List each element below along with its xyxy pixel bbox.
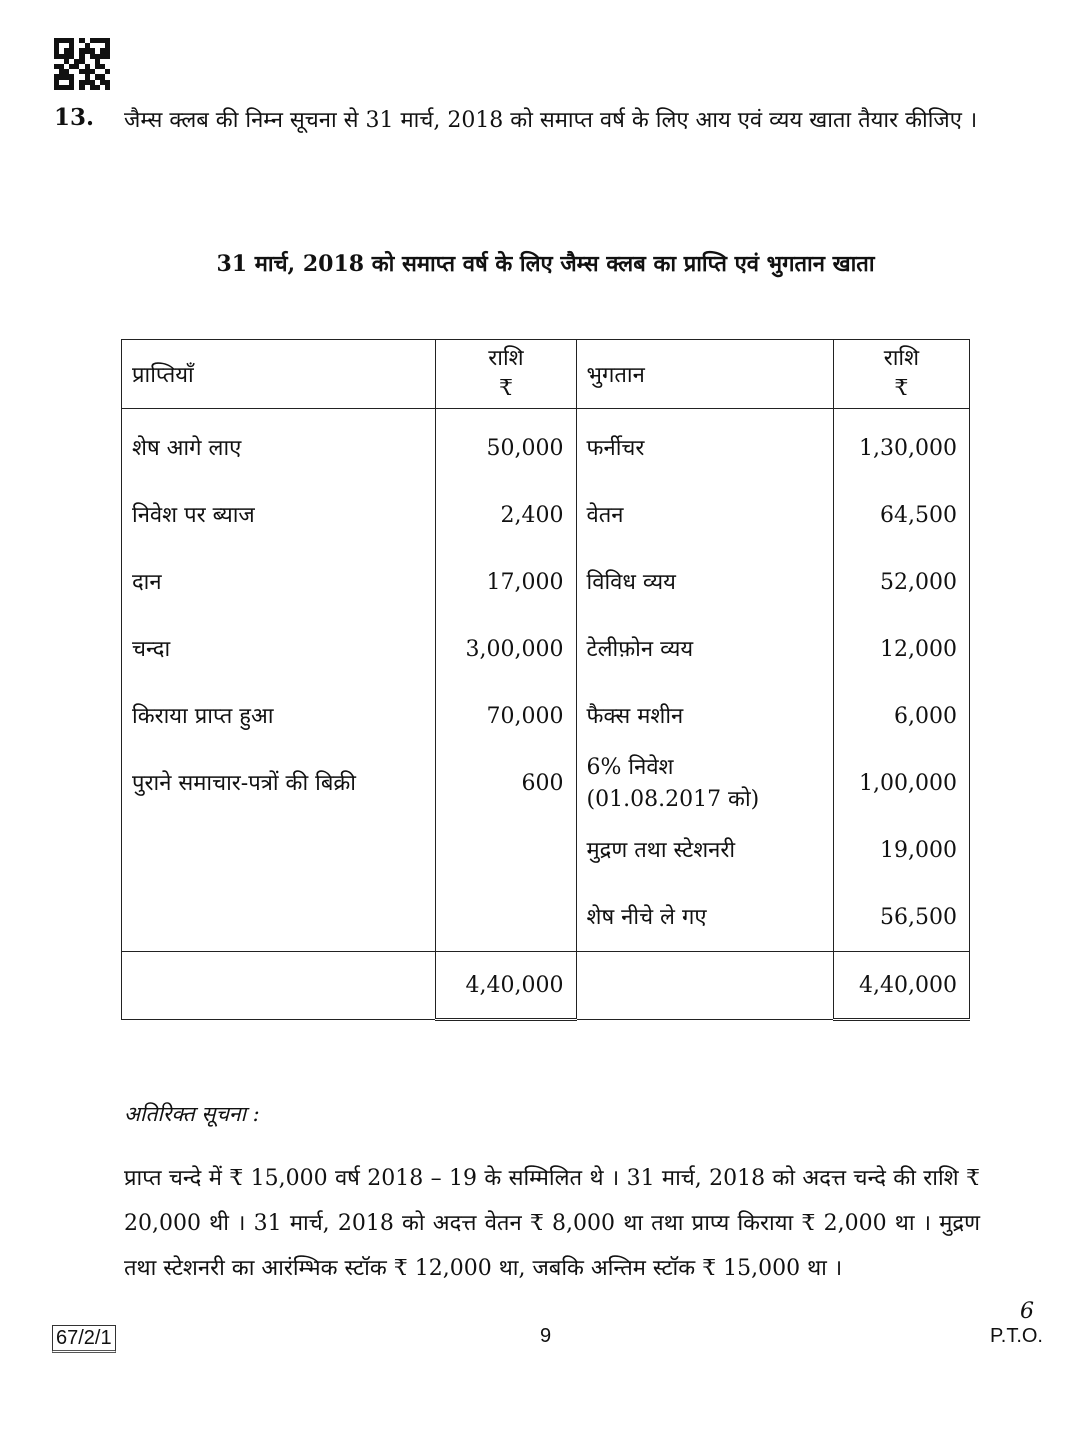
amount-label: राशि	[883, 346, 920, 371]
receipt-amount-header	[436, 340, 576, 409]
receipt-amount	[436, 817, 576, 884]
payment-item: मुद्रण तथा स्टेशनरी	[576, 817, 833, 884]
receipts-header: प्राप्तियाँ	[122, 340, 436, 409]
additional-info-heading: अतिरिक्त सूचना :	[124, 1102, 260, 1126]
payment-amount: 12,000	[833, 616, 969, 683]
receipt-item: पुराने समाचार-पत्रों की बिक्री	[122, 750, 436, 817]
receipt-item	[122, 817, 436, 884]
pto-label: P.T.O.	[990, 1325, 1043, 1347]
table-title: 31 मार्च, 2018 को समाप्त वर्ष के लिए जैम्स क्लब का प्राप्ति एवं भुगतान खाता	[216, 251, 875, 277]
table-row	[122, 482, 970, 549]
question-number: 13.	[54, 104, 95, 131]
receipt-amount: 3,00,000	[436, 616, 576, 683]
receipt-amount: 17,000	[436, 549, 576, 616]
payment-amount-header	[833, 340, 969, 409]
payment-amount: 19,000	[833, 817, 969, 884]
receipt-amount: 600	[436, 750, 576, 817]
table-row	[122, 616, 970, 683]
question-text: जैम्स क्लब की निम्न सूचना से 31 मार्च, 2018 को समाप्त वर्ष के लिए आय एवं व्यय खाता तैयार कीजिए ।	[124, 108, 978, 133]
receipt-amount: 2,400	[436, 482, 576, 549]
receipts-payments-table	[121, 339, 970, 1021]
payment-item	[576, 750, 833, 817]
payments-header: भुगतान	[576, 340, 833, 409]
receipt-amount: 50,000	[436, 409, 576, 483]
payment-amount: 6,000	[833, 683, 969, 750]
receipt-item: दान	[122, 549, 436, 616]
receipt-item: निवेश पर ब्याज	[122, 482, 436, 549]
payment-amount: 1,00,000	[833, 750, 969, 817]
table-row	[122, 817, 970, 884]
receipts-total: 4,40,000	[436, 952, 576, 1020]
table-row	[122, 750, 970, 817]
receipt-item: चन्दा	[122, 616, 436, 683]
page-number: 9	[539, 1325, 552, 1347]
totals-row	[122, 952, 970, 1020]
payments-total: 4,40,000	[833, 952, 969, 1020]
amount-label: राशि	[488, 346, 524, 371]
receipt-item: शेष आगे लाए	[122, 409, 436, 483]
additional-info-text: प्राप्त चन्दे में ₹ 15,000 वर्ष 2018 – 19 के सम्मिलित थे । 31 मार्च, 2018 को अदत्त चन्दे की राशि ₹ 20,000 थी । 31 मार्च, 2018 को अदत्त वेतन ₹ 8,000 था तथा प्राप्य किराया ₹ 2,000 था । मुद्रण तथा स्टेशनरी का आरंम्भिक स्टॉक ₹ 12,000 था, जबकि अन्तिम स्टॉक ₹ 15,000 था ।	[124, 1166, 980, 1281]
receipt-amount: 70,000	[436, 683, 576, 750]
totals-empty-cell	[122, 952, 436, 1020]
receipt-item	[122, 884, 436, 952]
table-row	[122, 549, 970, 616]
question-marks: 6	[1020, 1299, 1034, 1324]
payment-item: फैक्स मशीन	[576, 683, 833, 750]
table-row	[122, 409, 970, 483]
totals-empty-cell	[576, 952, 833, 1020]
payment-item: विविध व्यय	[576, 549, 833, 616]
qr-code	[54, 38, 110, 90]
table-row	[122, 884, 970, 952]
payment-item: वेतन	[576, 482, 833, 549]
receipt-item: किराया प्राप्त हुआ	[122, 683, 436, 750]
currency-symbol: ₹	[498, 376, 513, 401]
payment-item: फर्नीचर	[576, 409, 833, 483]
paper-code: 67/2/1	[52, 1325, 116, 1353]
currency-symbol: ₹	[894, 376, 909, 401]
payment-amount: 1,30,000	[833, 409, 969, 483]
payment-item: शेष नीचे ले गए	[576, 884, 833, 952]
payment-item-label: 6% निवेश	[586, 754, 674, 780]
payment-amount: 56,500	[833, 884, 969, 952]
receipt-amount	[436, 884, 576, 952]
table-header-row	[122, 340, 970, 409]
table-row	[122, 683, 970, 750]
payment-amount: 52,000	[833, 549, 969, 616]
payment-item-date: (01.08.2017 को)	[586, 786, 760, 812]
payment-amount: 64,500	[833, 482, 969, 549]
payment-item: टेलीफ़ोन व्यय	[576, 616, 833, 683]
